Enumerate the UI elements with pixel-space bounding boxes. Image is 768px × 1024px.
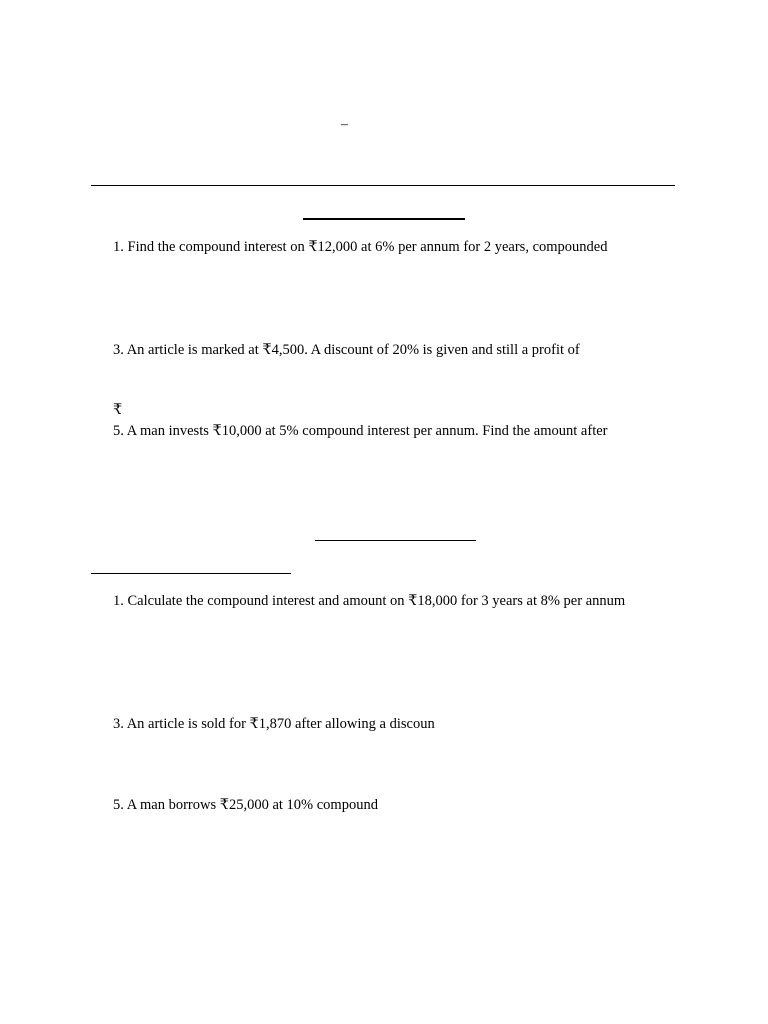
section-a-question-5: 5. A man invests ₹10,000 at 5% compound interest per annum. Find the amount after	[113, 423, 608, 439]
section-a-heading-underline	[303, 218, 465, 220]
section-b-heading-underline	[315, 540, 476, 541]
header-dash: –	[341, 117, 348, 132]
header-separator-line	[91, 185, 675, 186]
section-a-question-1: 1. Find the compound interest on ₹12,000 at 6% per annum for 2 years, compounded	[113, 239, 608, 255]
section-a-rupee-fragment: ₹	[113, 402, 123, 418]
section-b-question-1: 1. Calculate the compound interest and amount on ₹18,000 for 3 years at 8% per annum	[113, 593, 626, 609]
section-b-question-3: 3. An article is sold for ₹1,870 after allowing a discoun	[113, 716, 435, 732]
section-b-question-5: 5. A man borrows ₹25,000 at 10% compound	[113, 797, 378, 813]
section-b-subheading-underline	[91, 573, 291, 574]
section-a-question-3: 3. An article is marked at ₹4,500. A discount of 20% is given and still a profit of	[113, 342, 580, 358]
